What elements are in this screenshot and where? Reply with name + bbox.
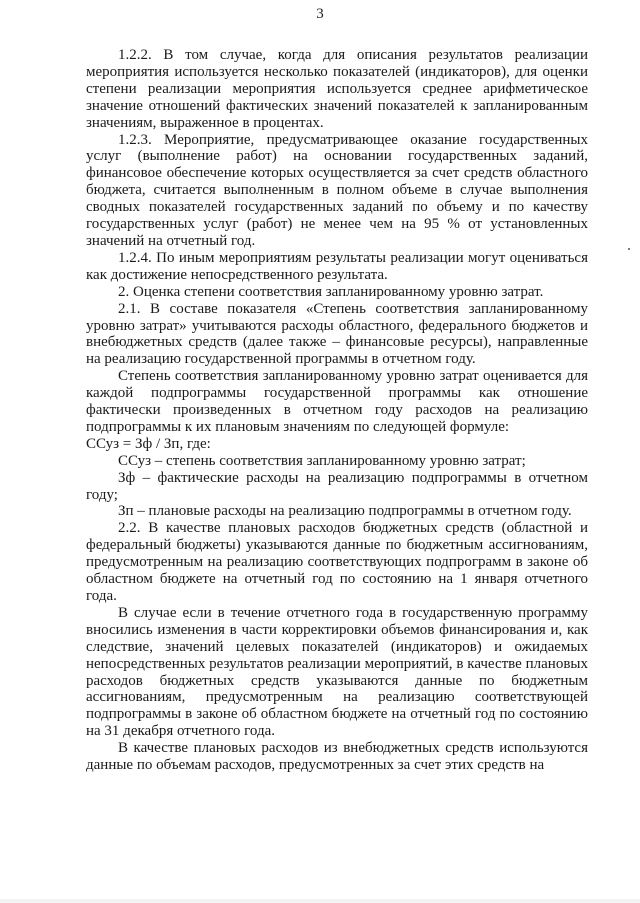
definition-zp: Зп – плановые расходы на реализацию подпрограммы в отчетном году. — [118, 503, 572, 520]
definition-ssuz: ССуз – степень соответствия запланированному уровню затрат; — [118, 452, 526, 469]
paragraph-1-2-3: 1.2.3. Мероприятие, предусматривающее оказание государственных услуг (выполнение работ) на основании государственных заданий, финансовое обеспечение которых осуществляется за счет средств областного бюджета, считается выполненным в полном объеме в случае выполнения сводных показателей государственных заданий по объему и по качеству государственных услуг (работ) не менее чем на 95 % от установленных значений на отчетный год. — [86, 131, 588, 249]
section-2-heading: 2. Оценка степени соответствия запланированному уровню затрат. — [118, 283, 544, 300]
paragraph-1-2-2: 1.2.2. В том случае, когда для описания результатов реализации мероприятия используется несколько показателей (индикаторов), для оценки степени реализации мероприятия используется среднее арифметическое значение отношений фактических значений показателей к запланированным значениям, выраженное в процентах. — [86, 47, 588, 131]
document-body — [86, 47, 588, 774]
paragraph-2-2: 2.2. В качестве плановых расходов бюджетных средств (областной и федеральный бюджеты) указываются данные по бюджетным ассигнованиям, предусмотренным на реализацию соответствующих подпрограмм в законе об областном бюджете на отчетный год по состоянию на 1 января отчетного года. — [86, 520, 588, 604]
page-bottom-edge — [0, 899, 640, 903]
page-number: 3 — [316, 6, 324, 22]
paragraph-2-1: 2.1. В составе показателя «Степень соответствия запланированному уровню затрат» учитываются расходы областного, федерального бюджетов и внебюджетных средств (далее также – финансовые ресурсы), направленные на реализацию государственной программы в отчетном году. — [86, 300, 588, 368]
definition-zf: Зф – фактические расходы на реализацию подпрограммы в отчетном году; — [86, 469, 588, 503]
paragraph-formula-intro: Степень соответствия запланированному уровню затрат оценивается для каждой подпрограммы государственной программы как отношение фактически произведенных в отчетном году расходов на реализацию подпрограммы к их плановым значениям по следующей формуле: — [86, 368, 588, 435]
paragraph-1-2-4: 1.2.4. По иным мероприятиям результаты реализации могут оцениваться как достижение непосредственного результата. — [86, 249, 588, 283]
paragraph-changes: В случае если в течение отчетного года в государственную программу вносились изменения в части корректировки объемов финансирования и, как следствие, значений целевых показателей (индикаторов) и ожидаемых непосредственных результатов реализации мероприятий, в качестве плановых расходов бюджетных средств указываются данные по бюджетным ассигнованиям, предусмотренным на реализацию соответствующей подпрограммы в законе об областном бюджете на отчетный год по состоянию на 31 декабря отчетного года. — [86, 604, 588, 740]
formula: ССуз = Зф / Зп, где: — [86, 435, 211, 452]
paragraph-offbudget: В качестве плановых расходов из внебюджетных средств используются данные по объемам расходов, предусмотренных за счет этих средств на — [86, 740, 588, 774]
scan-speck — [628, 248, 630, 250]
